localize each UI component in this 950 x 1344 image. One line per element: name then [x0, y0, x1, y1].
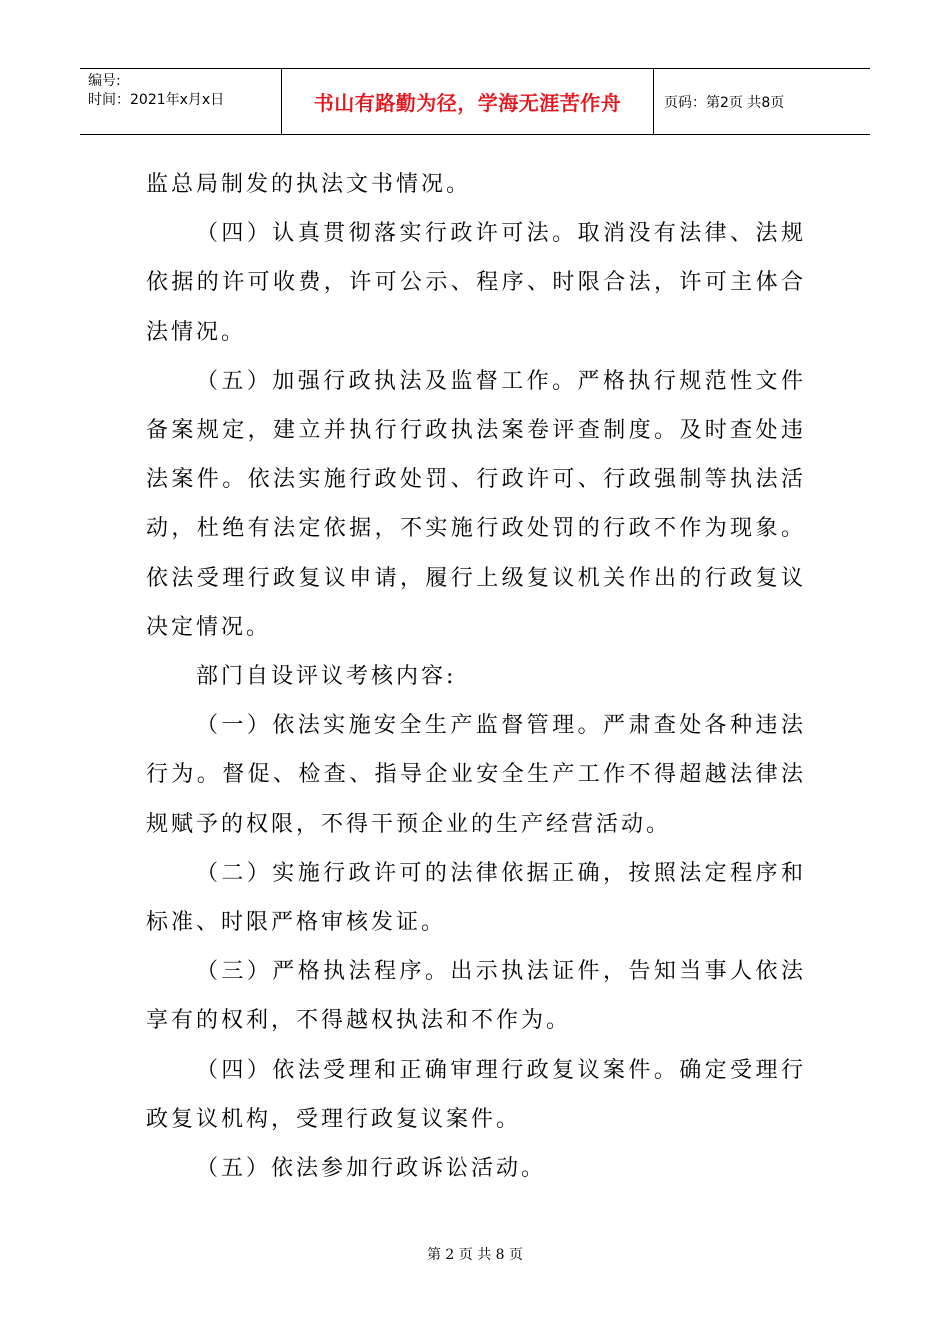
document-body [146, 160, 806, 1193]
body-paragraph: （一）依法实施安全生产监督管理。严肃查处各种违法行为。督促、检查、指导企业安全生产工作不得超越法律法规赋予的权限，不得干预企业的生产经营活动。 [146, 713, 806, 837]
body-paragraph: （二）实施行政许可的法律依据正确，按照法定程序和标准、时限严格审核发证。 [146, 860, 806, 936]
body-paragraph: （三）严格执法程序。出示执法证件，告知当事人依法享有的权利，不得越权执法和不作为。 [146, 959, 806, 1034]
page-header [80, 68, 870, 135]
header-meta-cell [80, 69, 282, 134]
header-page-code: 页码：第2页 共8页 [664, 95, 785, 111]
header-motto-cell [282, 69, 654, 134]
body-paragraph: （五）依法参加行政诉讼活动。 [196, 1156, 547, 1182]
document-date-label: 时间：2021年x月x日 [88, 92, 225, 108]
body-paragraph: （四）依法受理和正确审理行政复议案件。确定受理行政复议机构，受理行政复议案件。 [146, 1057, 806, 1132]
body-paragraph: （四）认真贯彻落实行政许可法。取消没有法律、法规依据的许可收费，许可公示、程序、时限合法，许可主体合法情况。 [146, 221, 806, 345]
header-page-cell [654, 69, 870, 134]
header-motto: 书山有路勤为径，学海无涯苦作舟 [313, 91, 622, 115]
body-paragraph: （五）加强行政执法及监督工作。严格执行规范性文件备案规定，建立并执行行政执法案卷评查制度。及时查处违法案件。依法实施行政处罚、行政许可、行政强制等执法活动，杜绝有法定依据，不实施行政处罚的行政不作为现象。依法受理行政复议申请，履行上级复议机关作出的行政复议决定情况。 [146, 368, 806, 640]
page-footer: 第 2 页 共 8 页 [426, 1247, 524, 1263]
document-number-label: 编号: [88, 73, 121, 89]
body-paragraph: 监总局制发的执法文书情况。 [146, 172, 472, 197]
section-heading: 部门自设评议考核内容: [196, 664, 457, 690]
